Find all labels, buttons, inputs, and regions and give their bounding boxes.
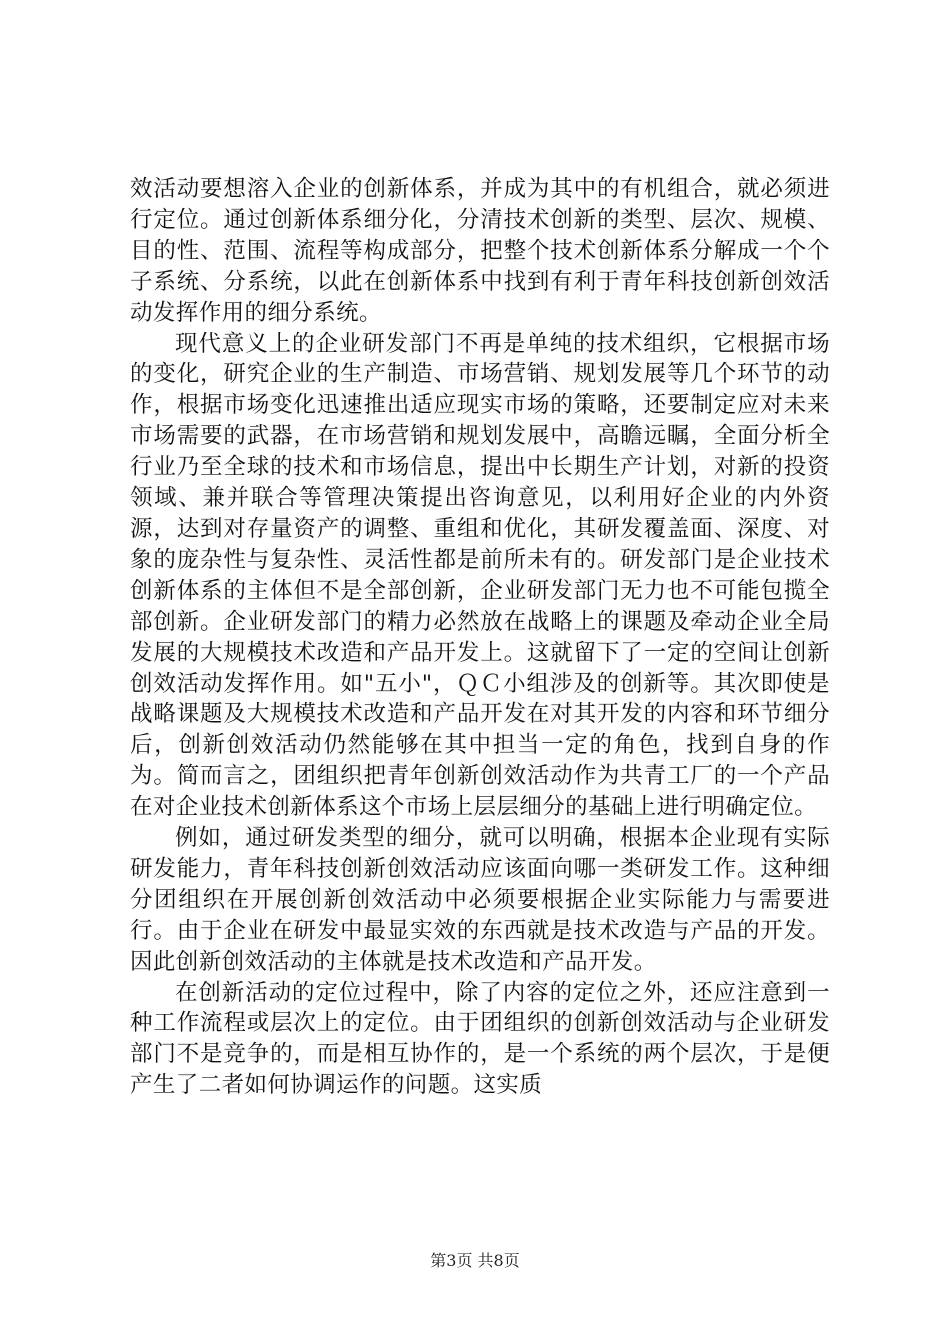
paragraph-3: 例如，通过研发类型的细分，就可以明确，根据本企业现有实际研发能力，青年科技创新创效活动应该面向哪一类研发工作。这种细分团组织在开展创新创效活动中必须要根据企业实际能力与需要进行。由于企业在研发中最显实效的东西就是技术改造与产品的开发。因此创新创效活动的主体就是技术改造和产品开发。 [130, 825, 830, 975]
page-footer [0, 1248, 950, 1271]
document-body [130, 174, 830, 1101]
page-number-label: 第3页 共8页 [430, 1251, 520, 1270]
paragraph-2: 现代意义上的企业研发部门不再是单纯的技术组织，它根据市场的变化，研究企业的生产制造、市场营销、规划发展等几个环节的动作，根据市场变化迅速推出适应现实市场的策略，还要制定应对未来市场需要的武器，在市场营销和规划发展中，高瞻远瞩，全面分析全行业乃至全球的技术和市场信息，提出中长期生产计划，对新的投资领域、兼并联合等管理决策提出咨询意见，以利用好企业的内外资源，达到对存量资产的调整、重组和优化，其研发覆盖面、深度、对象的庞杂性与复杂性、灵活性都是前所未有的。研发部门是企业技术创新体系的主体但不是全部创新，企业研发部门无力也不可能包揽全部创新。企业研发部门的精力必然放在战略上的课题及牵动企业全局发展的大规模技术改造和产品开发上。这就留下了一定的空间让创新创效活动发挥作用。如"五小"，ＱＣ小组涉及的创新等。其次即使是战略课题及大规模技术改造和产品开发在对其开发的内容和环节细分后，创新创效活动仍然能够在其中担当一定的角色，找到自身的作为。简而言之，团组织把青年创新创效活动作为共青工厂的一个产品在对企业技术创新体系这个市场上层层细分的基础上进行明确定位。 [130, 330, 830, 821]
paragraph-1: 效活动要想溶入企业的创新体系，并成为其中的有机组合，就必须进行定位。通过创新体系细分化，分清技术创新的类型、层次、规模、目的性、范围、流程等构成部分，把整个技术创新体系分解成一个个子系统、分系统，以此在创新体系中找到有利于青年科技创新创效活动发挥作用的细分系统。 [130, 176, 830, 326]
paragraph-4: 在创新活动的定位过程中，除了内容的定位之外，还应注意到一种工作流程或层次上的定位。由于团组织的创新创效活动与企业研发部门不是竞争的，而是相互协作的，是一个系统的两个层次，于是便产生了二者如何协调运作的问题。这实质 [130, 979, 830, 1099]
